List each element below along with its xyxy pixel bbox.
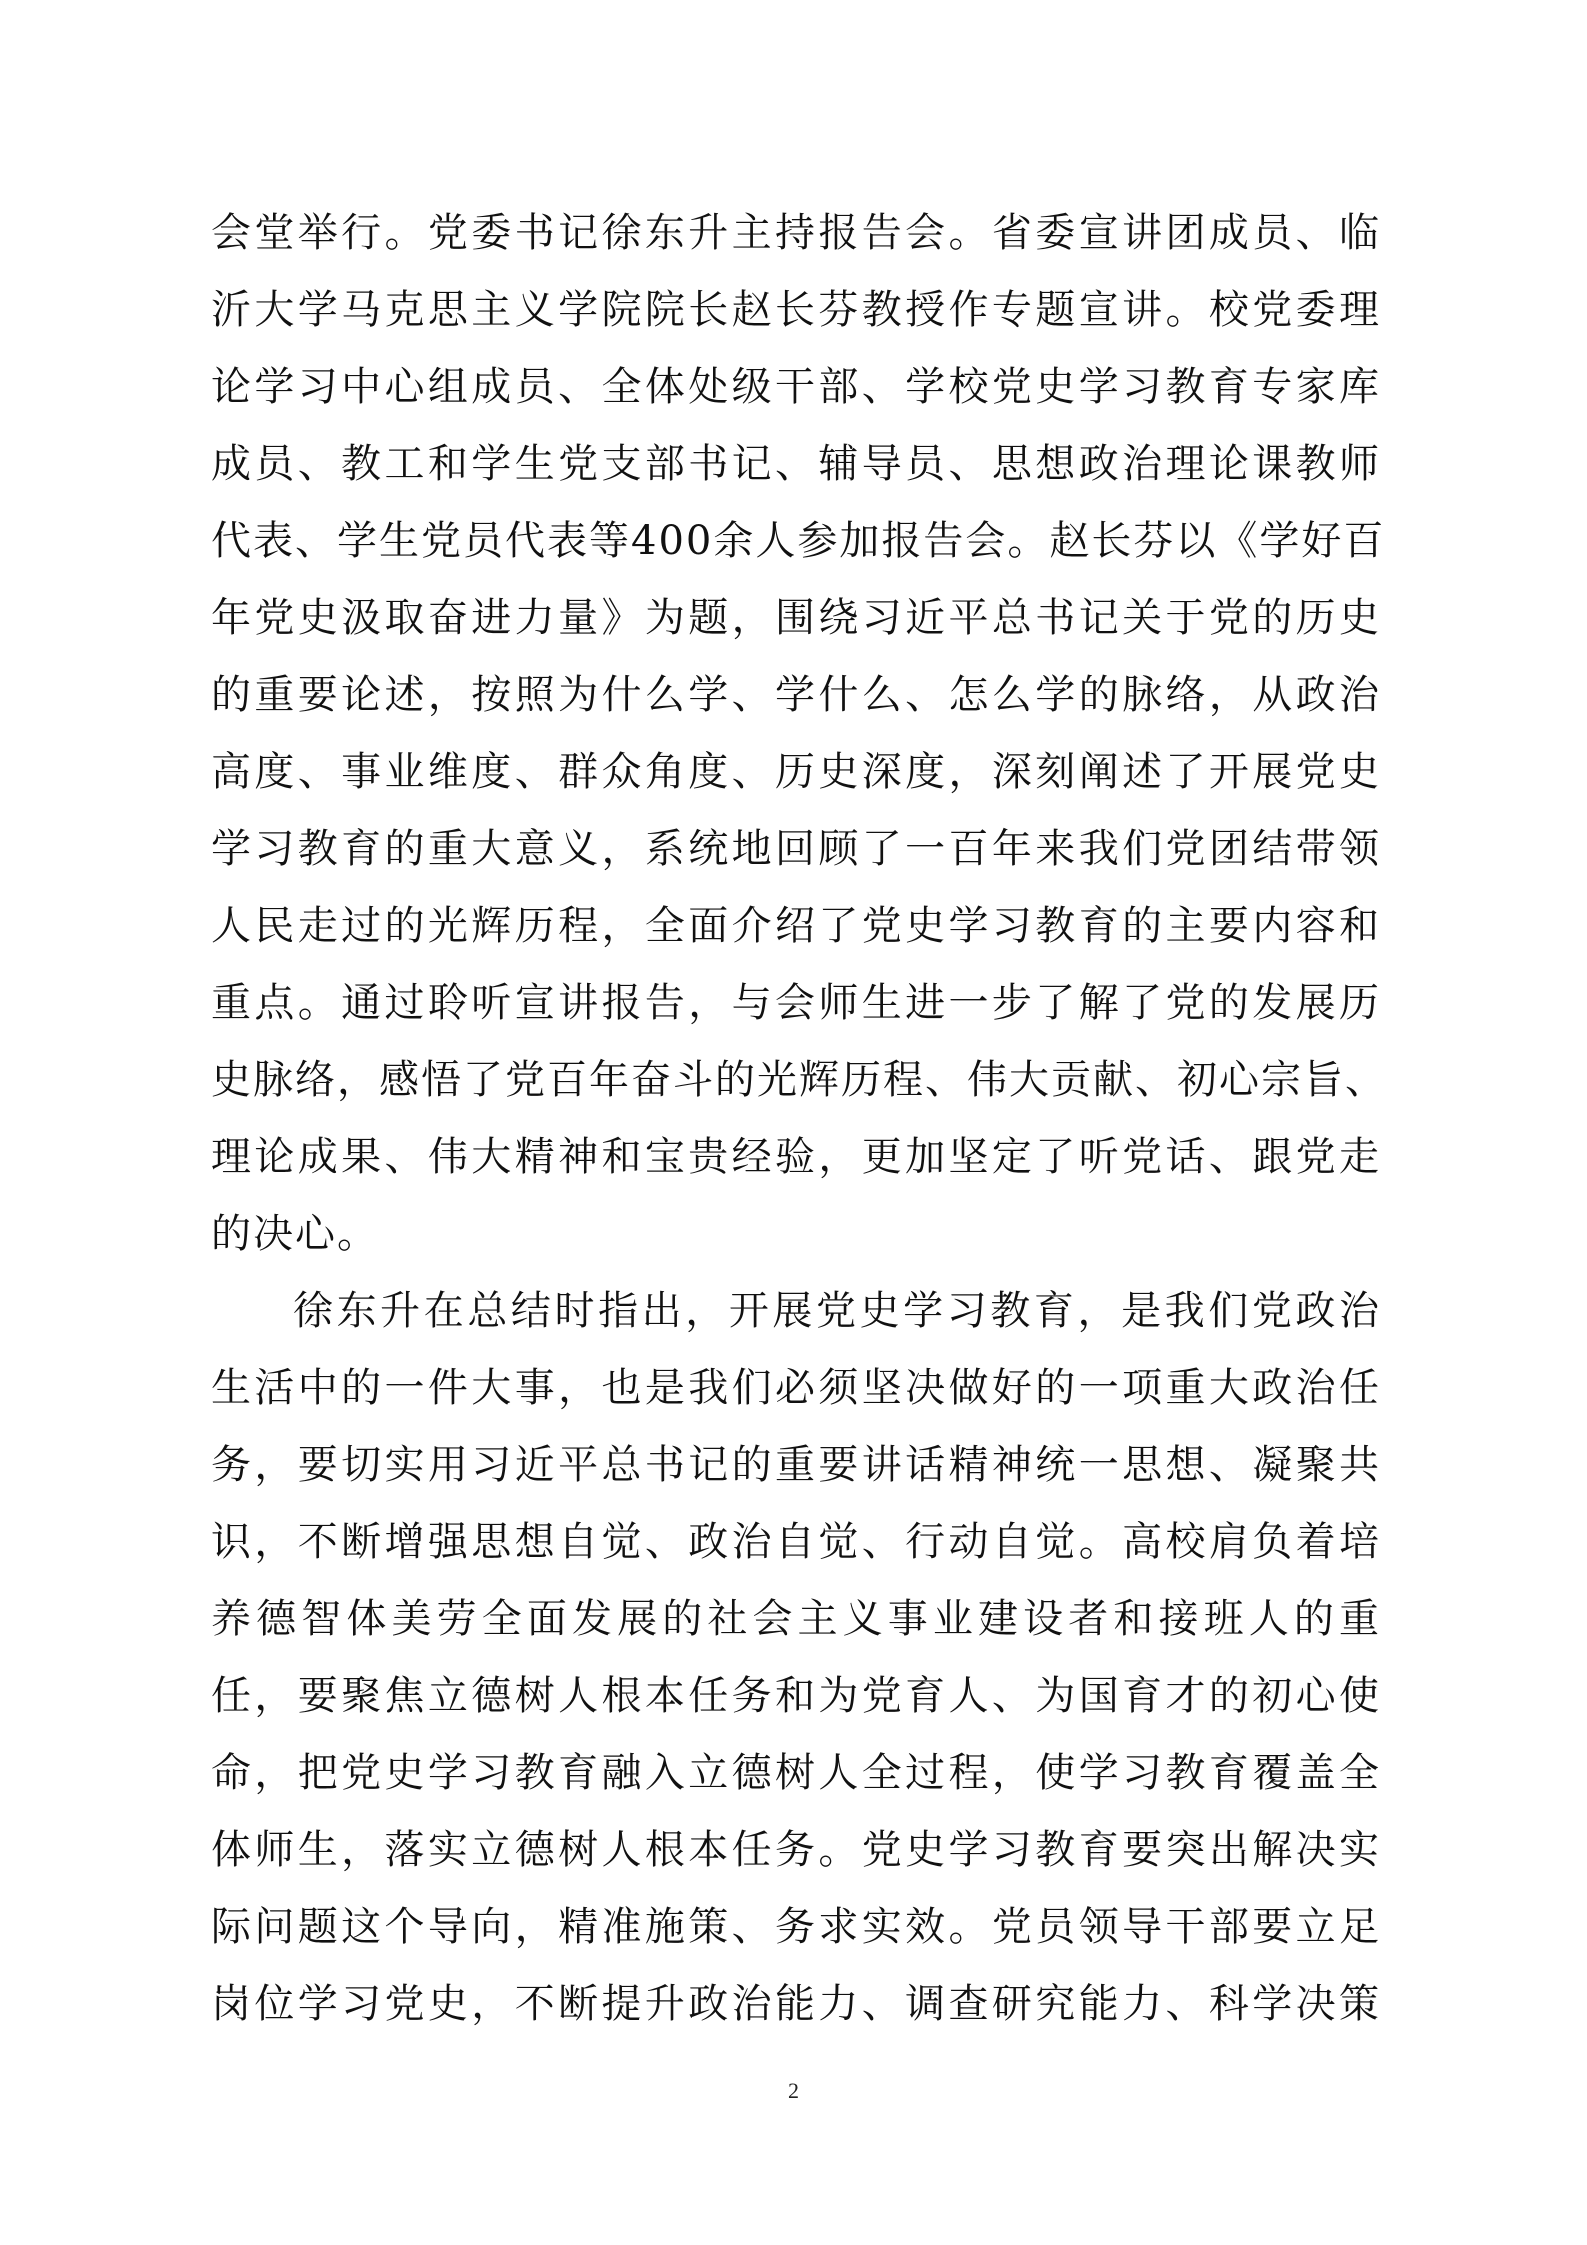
text-line: 际问题这个导向，精准施策、务求实效。党员领导干部要立足: [211, 1904, 1381, 1950]
text-line: 体师生，落实立德树人根本任务。党史学习教育要突出解决实: [211, 1827, 1381, 1873]
text-line: 论学习中心组成员、全体处级干部、学校党史学习教育专家库: [211, 364, 1381, 410]
text-line: 人民走过的光辉历程，全面介绍了党史学习教育的主要内容和: [211, 903, 1381, 949]
text-line: 重点。通过聆听宣讲报告，与会师生进一步了解了党的发展历: [211, 980, 1381, 1026]
text-line: 任，要聚焦立德树人根本任务和为党育人、为国育才的初心使: [211, 1673, 1381, 1719]
text-line: 徐东升在总结时指出，开展党史学习教育，是我们党政治: [293, 1288, 1381, 1334]
paragraph-1: [211, 195, 1387, 1273]
text-line: 岗位学习党史，不断提升政治能力、调查研究能力、科学决策: [211, 1981, 1381, 2027]
text-line: 生活中的一件大事，也是我们必须坚决做好的一项重大政治任: [211, 1365, 1381, 1411]
text-line: 的重要论述，按照为什么学、学什么、怎么学的脉络，从政治: [211, 672, 1381, 718]
text-line: 命，把党史学习教育融入立德树人全过程，使学习教育覆盖全: [211, 1750, 1381, 1796]
text-line: 年党史汲取奋进力量》为题，围绕习近平总书记关于党的历史: [211, 595, 1381, 641]
text-line: 养德智体美劳全面发展的社会主义事业建设者和接班人的重: [211, 1596, 1381, 1642]
document-body: [211, 195, 1387, 2043]
text-line: 成员、教工和学生党支部书记、辅导员、思想政治理论课教师: [211, 441, 1381, 487]
text-line: 史脉络，感悟了党百年奋斗的光辉历程、伟大贡献、初心宗旨、: [211, 1057, 1387, 1103]
page-number: 2: [788, 2078, 799, 2103]
text-line: 理论成果、伟大精神和宝贵经验，更加坚定了听党话、跟党走: [211, 1134, 1381, 1180]
text-line: 会堂举行。党委书记徐东升主持报告会。省委宣讲团成员、临: [211, 210, 1381, 256]
text-line: 的决心。: [211, 1211, 379, 1257]
text-line: 代表、学生党员代表等400余人参加报告会。赵长芬以《学好百: [211, 518, 1386, 564]
text-line: 识，不断增强思想自觉、政治自觉、行动自觉。高校肩负着培: [211, 1519, 1381, 1565]
text-line: 学习教育的重大意义，系统地回顾了一百年来我们党团结带领: [211, 826, 1381, 872]
text-line: 沂大学马克思主义学院院长赵长芬教授作专题宣讲。校党委理: [211, 287, 1381, 333]
paragraph-2: [211, 1273, 1381, 2043]
text-line: 务，要切实用习近平总书记的重要讲话精神统一思想、凝聚共: [211, 1442, 1381, 1488]
text-line: 高度、事业维度、群众角度、历史深度，深刻阐述了开展党史: [211, 749, 1381, 795]
